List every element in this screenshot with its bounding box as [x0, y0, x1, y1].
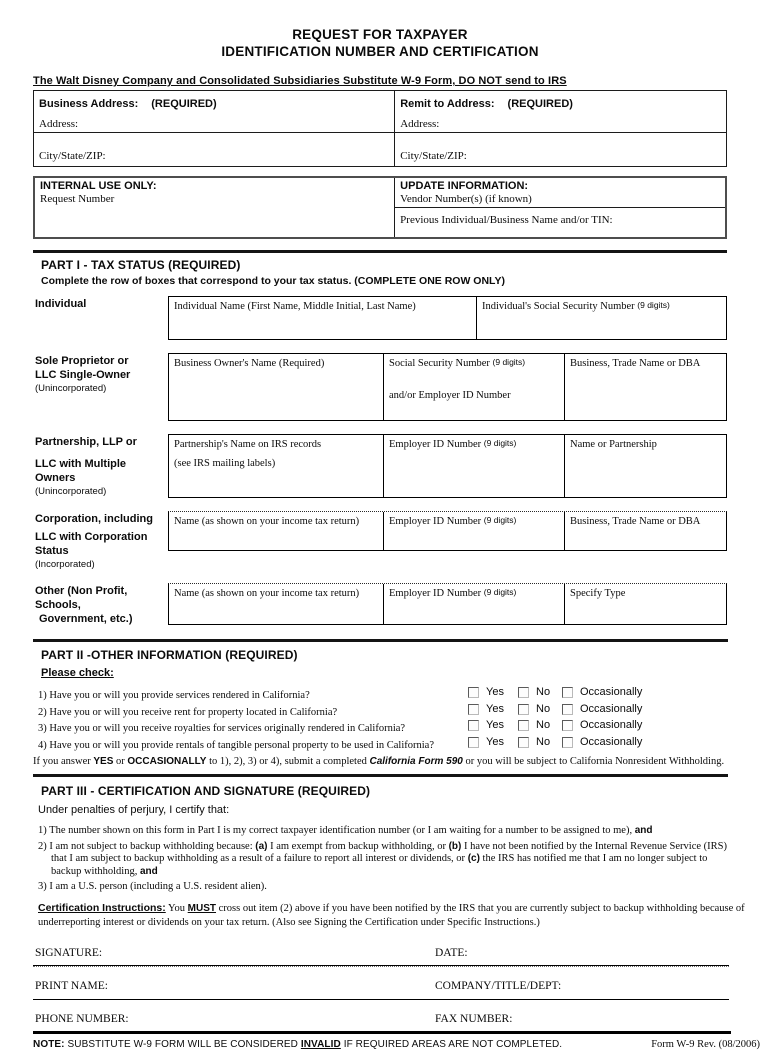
- phone-label: PHONE NUMBER:: [35, 1012, 129, 1025]
- checkbox-q3-occasionally-label: Occasionally: [580, 719, 643, 731]
- corporation-ein-field[interactable]: Employer ID Number (9 digits): [383, 512, 564, 550]
- sole-prop-ssn-field[interactable]: Social Security Number (9 digits) and/or Employer ID Number: [383, 354, 564, 420]
- part2-heading: PART II -OTHER INFORMATION (REQUIRED): [41, 648, 298, 662]
- printname-company-row: [33, 980, 727, 994]
- tax-row-sole-proprietor: [33, 353, 727, 421]
- part2-divider: [33, 639, 728, 642]
- part1-heading: PART I - TAX STATUS (REQUIRED): [41, 258, 241, 272]
- question-row-4: [33, 735, 727, 752]
- part3-divider: [33, 774, 728, 777]
- individual-name-field[interactable]: Individual Name (First Name, Middle Initial, Last Name): [174, 301, 416, 312]
- business-address-header: Business Address:: [39, 98, 139, 110]
- checkbox-q2-yes-label: Yes: [486, 702, 504, 715]
- tax-row-corporation-label: Corporation, including LLC with Corporation Status (Incorporated): [35, 513, 153, 570]
- address-table-top-row: [34, 91, 726, 132]
- question-4-text: 4) Have you or will you provide rentals of tangible personal property to be used in California?: [38, 739, 434, 751]
- invalid-bold: INVALID: [300, 1038, 341, 1050]
- checkbox-q2-no-label: No: [536, 702, 551, 715]
- other-specify-type-field[interactable]: Specify Type: [564, 584, 726, 624]
- question-1-text: 1) Have you or will you provide services rendered in California?: [38, 690, 310, 701]
- footnote-yes-bold: YES: [93, 756, 114, 767]
- checkbox-q3-yes[interactable]: [468, 720, 479, 731]
- internal-update-table: [33, 176, 727, 239]
- company-label: COMPANY/TITLE/DEPT:: [435, 979, 562, 992]
- must-bold: MUST: [187, 902, 217, 914]
- print-name-label: PRINT NAME:: [35, 979, 108, 992]
- footer-note: NOTE: SUBSTITUTE W-9 FORM WILL BE CONSIDERED INVALID IF REQUIRED AREAS ARE NOT COMPLETED.: [33, 1038, 563, 1050]
- certification-item-1: 1) The number shown on this form in Part I is my correct taxpayer identification number (or I am waiting for a number to be assigned to me), and: [38, 825, 653, 836]
- question-row-3: [33, 718, 727, 735]
- checkbox-q4-no[interactable]: [518, 737, 529, 748]
- part1-instruction: Complete the row of boxes that correspond to your tax status. (COMPLETE ONE ROW ONLY): [41, 275, 505, 287]
- remit-city-field[interactable]: [395, 133, 726, 166]
- form-title-line1: REQUEST FOR TAXPAYER: [292, 27, 468, 42]
- checkbox-q3-no-label: No: [536, 719, 551, 731]
- checkbox-q2-yes[interactable]: [468, 704, 479, 715]
- business-address-required: (REQUIRED): [151, 98, 217, 110]
- please-check-label: Please check:: [41, 667, 114, 679]
- checkbox-q2-no[interactable]: [518, 704, 529, 715]
- tax-status-rows: [33, 296, 727, 626]
- form-title: [33, 26, 727, 60]
- business-city-field[interactable]: [34, 133, 395, 166]
- address-table-bottom-row: [34, 132, 726, 166]
- remit-city-label: City/State/ZIP:: [400, 150, 467, 162]
- tax-row-corporation: [33, 511, 727, 570]
- form-title-line2: IDENTIFICATION NUMBER AND CERTIFICATION: [221, 44, 539, 59]
- corporation-dba-field[interactable]: Business, Trade Name or DBA: [564, 512, 726, 550]
- checkbox-q4-occasionally-label: Occasionally: [580, 735, 643, 748]
- checkbox-q1-no-label: No: [536, 686, 551, 698]
- certification-instructions-label: Certification Instructions:: [38, 901, 166, 914]
- individual-ssn-field[interactable]: Individual's Social Security Number (9 digits): [476, 297, 726, 339]
- remit-address-header: Remit to Address:: [400, 98, 495, 110]
- business-address-label: Address:: [39, 118, 79, 130]
- checkbox-q3-no[interactable]: [518, 720, 529, 731]
- internal-use-field[interactable]: [35, 178, 395, 237]
- checkbox-q4-no-label: No: [536, 735, 551, 748]
- california-form-590: California Form 590: [369, 756, 463, 767]
- certification-item-3: 3) I am a U.S. person (including a U.S. resident alien).: [38, 881, 267, 892]
- print-name-line[interactable]: [33, 999, 729, 1000]
- vendor-number-field[interactable]: [395, 178, 725, 208]
- business-address-field[interactable]: [34, 91, 395, 132]
- california-questions: [33, 685, 727, 751]
- update-information-section: [395, 178, 725, 237]
- partnership-ein-field[interactable]: Employer ID Number (9 digits): [383, 435, 564, 497]
- other-name-field[interactable]: Name (as shown on your income tax return): [174, 588, 360, 599]
- perjury-intro: Under penalties of perjury, I certify that:: [38, 804, 230, 816]
- signature-label: SIGNATURE:: [35, 946, 103, 959]
- checkbox-q1-yes[interactable]: [468, 687, 479, 698]
- question-3-text: 3) Have you or will you receive royalties for services originally rendered in California?: [38, 723, 406, 734]
- partnership-name-field[interactable]: Partnership's Name on IRS records (see IRS mailing labels): [174, 439, 322, 469]
- signature-line[interactable]: [33, 965, 729, 967]
- fax-label: FAX NUMBER:: [435, 1012, 513, 1025]
- checkbox-q2-occasionally[interactable]: [562, 704, 573, 715]
- internal-use-header: INTERNAL USE ONLY:: [40, 180, 157, 192]
- tax-row-partnership: [33, 434, 727, 498]
- footnote-occasionally-bold: OCCASIONALLY: [127, 756, 207, 767]
- footer-note-row: [33, 1039, 760, 1050]
- ssn-digits-note: (9 digits): [637, 299, 670, 310]
- form-subtitle: The Walt Disney Company and Consolidated Subsidiaries Substitute W-9 Form, DO NOT send to IRS: [33, 75, 567, 87]
- question-row-2: [33, 702, 727, 719]
- previous-name-label: Previous Individual/Business Name and/or TIN:: [400, 214, 613, 226]
- ein-digits-note: (9 digits): [483, 514, 517, 525]
- checkbox-q1-no[interactable]: [518, 687, 529, 698]
- ein-digits-note: (9 digits): [483, 586, 517, 597]
- request-number-label: Request Number: [40, 193, 115, 205]
- remit-address-label: Address:: [400, 118, 440, 130]
- phone-fax-line[interactable]: [33, 1031, 731, 1034]
- checkbox-q1-occasionally-label: Occasionally: [580, 686, 643, 698]
- ein-digits-note: (9 digits): [483, 437, 517, 448]
- question-2-text: 2) Have you or will you receive rent for property located in California?: [38, 706, 338, 718]
- checkbox-q1-occasionally[interactable]: [562, 687, 573, 698]
- part2-footnote: If you answer YES or OCCASIONALLY to 1), 2), 3) or 4), submit a completed California Form 590 or you will be subject to California Nonresident Withholding.: [33, 756, 725, 767]
- checkbox-q4-yes-label: Yes: [486, 735, 504, 748]
- remit-address-field[interactable]: [395, 91, 726, 132]
- ssn-digits-note: (9 digits): [492, 356, 526, 367]
- tax-row-sole-proprietor-label: Sole Proprietor or LLC Single-Owner (Unincorporated): [35, 355, 131, 394]
- checkbox-q2-occasionally-label: Occasionally: [580, 702, 643, 715]
- signature-date-row: [33, 947, 727, 961]
- part1-divider: [33, 250, 727, 253]
- checkbox-q4-yes[interactable]: [468, 737, 479, 748]
- tax-row-individual: [33, 296, 727, 340]
- sole-prop-owner-name-field[interactable]: Business Owner's Name (Required): [174, 358, 325, 369]
- partnership-alt-name-field[interactable]: Name or Partnership: [564, 435, 726, 497]
- corporation-name-field[interactable]: Name (as shown on your income tax return): [174, 516, 360, 527]
- other-ein-field[interactable]: Employer ID Number (9 digits): [383, 584, 564, 624]
- tax-row-individual-label: Individual: [35, 298, 87, 310]
- checkbox-q1-yes-label: Yes: [486, 686, 504, 698]
- checkbox-q4-occasionally[interactable]: [562, 737, 573, 748]
- checkbox-q3-yes-label: Yes: [486, 719, 504, 731]
- sole-prop-dba-field[interactable]: Business, Trade Name or DBA: [564, 354, 726, 420]
- form-revision: Form W-9 Rev. (08/2006): [651, 1038, 760, 1050]
- checkbox-q3-occasionally[interactable]: [562, 720, 573, 731]
- remit-address-required: (REQUIRED): [507, 98, 573, 110]
- question-row-1: [33, 685, 727, 702]
- certification-item-2: 2) I am not subject to backup withholding because: (a) I am exempt from backup withholding, or (b) I have not been notified by the Internal Revenue Service (IRS) that I am subject to backup withholding as a result of a failure to report all interest or dividends, or (c) the IRS has notified me that I am no longer subject to backup withholding, and: [38, 840, 727, 877]
- certification-instructions: Certification Instructions: You MUST cross out item (2) above if you have been notified by the IRS that you are currently subject to backup withholding because of underreporting interest or dividends on your tax return. (Also see Signing the Certification under Specific Instructions.): [38, 901, 745, 928]
- tax-row-other-label: Other (Non Profit, Schools, Government, etc.): [35, 585, 133, 625]
- phone-fax-row: [33, 1013, 727, 1027]
- tax-row-partnership-label: Partnership, LLP or LLC with Multiple Owners (Unincorporated): [35, 436, 137, 497]
- address-table: [33, 90, 727, 167]
- previous-name-field[interactable]: [395, 208, 725, 237]
- date-label: DATE:: [435, 946, 468, 959]
- part3-heading: PART III - CERTIFICATION AND SIGNATURE (REQUIRED): [41, 784, 371, 798]
- tax-row-other: [33, 583, 727, 626]
- vendor-number-label: Vendor Number(s) (if known): [400, 193, 532, 205]
- update-information-header: UPDATE INFORMATION:: [400, 180, 529, 192]
- business-city-label: City/State/ZIP:: [39, 150, 106, 162]
- certification-items: [33, 825, 727, 894]
